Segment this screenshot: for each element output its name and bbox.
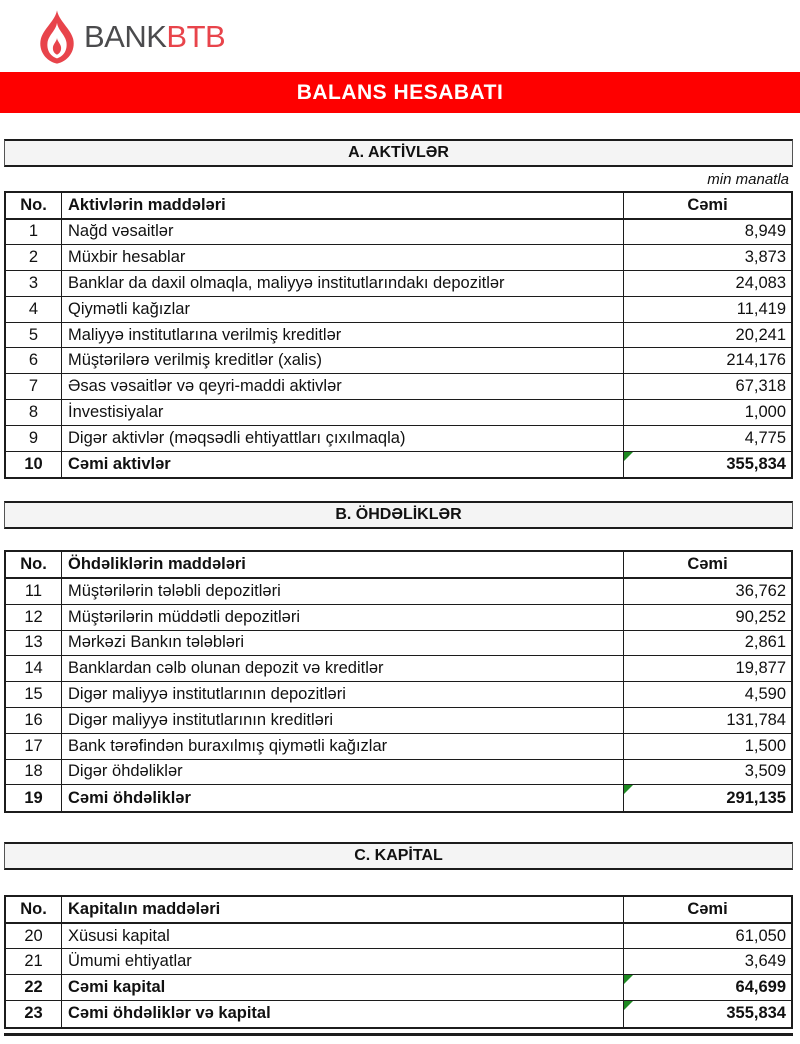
column-header-total: Cəmi <box>687 555 728 574</box>
row-value: 355,834 <box>624 452 791 478</box>
row-value: 355,834 <box>624 1001 791 1027</box>
column-header-no: No. <box>6 552 62 577</box>
column-header-item: Kapitalın maddələri <box>62 897 624 922</box>
row-value: 20,241 <box>735 325 786 344</box>
row-item-label: Digər maliyyə institutlarının depozitləri <box>62 682 624 707</box>
capital-rows <box>6 924 791 1027</box>
row-number: 22 <box>6 975 62 1000</box>
logo-bank-text: BANK <box>84 19 167 54</box>
column-header-total: Cəmi <box>687 899 728 918</box>
table-row <box>6 975 791 1001</box>
row-item-label: Bank tərəfindən buraxılmış qiymətli kağızlar <box>62 734 624 759</box>
table-row <box>6 271 791 297</box>
row-number: 8 <box>6 400 62 425</box>
section-title: A. AKTİVLƏR <box>348 144 449 161</box>
table-row <box>6 579 791 605</box>
table-row <box>6 400 791 426</box>
row-value: 36,762 <box>735 581 786 600</box>
row-item-label: Əsas vəsaitlər və qeyri-maddi aktivlər <box>62 374 624 399</box>
row-value: 11,419 <box>736 299 786 318</box>
table-row <box>6 452 791 478</box>
row-value: 2,861 <box>744 633 786 652</box>
table-row <box>6 605 791 631</box>
row-value: 90,252 <box>735 607 786 626</box>
row-number: 12 <box>6 605 62 630</box>
row-item-label: Qiymətli kağızlar <box>62 297 624 322</box>
row-number: 20 <box>6 924 62 949</box>
row-item-label: Digər maliyyə institutlarının kreditləri <box>62 708 624 733</box>
sheet-body <box>4 139 793 1036</box>
column-header-item: Aktivlərin maddələri <box>62 193 624 218</box>
row-value: 4,590 <box>744 685 786 704</box>
row-value: 1,500 <box>744 736 786 755</box>
table-header-row <box>6 552 791 579</box>
row-number: 5 <box>6 323 62 348</box>
row-value: 4,775 <box>744 428 786 447</box>
table-row <box>6 785 791 811</box>
row-item-label: Müştərilərin müddətli depozitləri <box>62 605 624 630</box>
table-row <box>6 426 791 452</box>
row-number: 17 <box>6 734 62 759</box>
table-header-row <box>6 193 791 220</box>
row-value: 67,318 <box>735 377 786 396</box>
row-number: 13 <box>6 631 62 656</box>
table-row <box>6 734 791 760</box>
row-item-label: Maliyyə institutlarına verilmiş kreditlər <box>62 323 624 348</box>
liabilities-rows <box>6 579 791 811</box>
flame-icon <box>38 9 76 65</box>
row-number: 4 <box>6 297 62 322</box>
row-value: 3,649 <box>744 952 786 971</box>
table-row <box>6 297 791 323</box>
report-title: BALANS HESABATI <box>296 80 504 104</box>
header <box>0 0 800 72</box>
row-number: 10 <box>6 452 62 478</box>
row-item-label: Digər aktivlər (məqsədli ehtiyattları çıxılmaqla) <box>62 426 624 451</box>
row-value: 8,949 <box>744 222 786 241</box>
row-value: 131,784 <box>726 710 786 729</box>
row-value: 64,699 <box>624 975 791 1000</box>
table-row <box>6 760 791 786</box>
row-number: 7 <box>6 374 62 399</box>
column-header-no: No. <box>6 193 62 218</box>
row-value: 3,509 <box>744 762 786 781</box>
row-item-label: Cəmi kapital <box>62 975 624 1000</box>
row-number: 9 <box>6 426 62 451</box>
table-row <box>6 631 791 657</box>
table-row <box>6 348 791 374</box>
row-value: 24,083 <box>735 273 786 292</box>
section-title: C. KAPİTAL <box>354 847 443 865</box>
row-number: 11 <box>6 579 62 604</box>
row-number: 21 <box>6 949 62 974</box>
table-row <box>6 1001 791 1027</box>
assets-rows <box>6 220 791 478</box>
row-number: 3 <box>6 271 62 296</box>
row-number: 6 <box>6 348 62 373</box>
row-item-label: Cəmi öhdəliklər <box>62 785 624 811</box>
row-item-label: Cəmi öhdəliklər və kapital <box>62 1001 624 1027</box>
assets-table <box>4 191 793 479</box>
table-row <box>6 323 791 349</box>
logo-btb-text: BTB <box>166 19 226 54</box>
row-item-label: Digər öhdəliklər <box>62 760 624 785</box>
row-number: 16 <box>6 708 62 733</box>
table-header-row <box>6 897 791 924</box>
row-number: 14 <box>6 656 62 681</box>
row-number: 19 <box>6 785 62 811</box>
row-value: 3,873 <box>744 248 786 267</box>
row-item-label: Banklar da daxil olmaqla, maliyyə institutlarındakı depozitlər <box>62 271 624 296</box>
grand-total-underline <box>4 1033 793 1036</box>
row-number: 18 <box>6 760 62 785</box>
row-item-label: Müştərilərə verilmiş kreditlər (xalis) <box>62 348 624 373</box>
liabilities-table <box>4 550 793 813</box>
row-item-label: İnvestisiyalar <box>62 400 624 425</box>
row-item-label: Cəmi aktivlər <box>62 452 624 478</box>
row-item-label: Banklardan cəlb olunan depozit və kreditlər <box>62 656 624 681</box>
column-header-total: Cəmi <box>687 195 728 214</box>
row-number: 1 <box>6 220 62 245</box>
column-header-no: No. <box>6 897 62 922</box>
row-item-label: Ümumi ehtiyatlar <box>62 949 624 974</box>
table-row <box>6 245 791 271</box>
table-row <box>6 220 791 246</box>
column-header-item: Öhdəliklərin maddələri <box>62 552 624 577</box>
section-header-ohdelikler <box>4 501 793 529</box>
table-row <box>6 949 791 975</box>
bank-btb-logo <box>38 9 225 65</box>
table-row <box>6 708 791 734</box>
row-item-label: Nağd vəsaitlər <box>62 220 624 245</box>
table-row <box>6 374 791 400</box>
row-item-label: Mərkəzi Bankın tələbləri <box>62 631 624 656</box>
table-row <box>6 682 791 708</box>
row-number: 23 <box>6 1001 62 1027</box>
table-row <box>6 656 791 682</box>
row-number: 15 <box>6 682 62 707</box>
capital-table <box>4 895 793 1029</box>
row-value: 61,050 <box>735 926 786 945</box>
units-note: min manatla <box>707 170 789 188</box>
table-row <box>6 924 791 950</box>
report-title-banner <box>0 72 800 113</box>
row-number: 2 <box>6 245 62 270</box>
section-header-aktivler <box>4 139 793 167</box>
row-value: 291,135 <box>624 785 791 811</box>
logo-wordmark <box>84 10 225 64</box>
row-item-label: Müştərilərin tələbli depozitləri <box>62 579 624 604</box>
row-item-label: Müxbir hesablar <box>62 245 624 270</box>
section-title: B. ÖHDƏLİKLƏR <box>335 506 462 524</box>
row-value: 214,176 <box>726 351 786 370</box>
row-value: 19,877 <box>735 659 786 678</box>
section-header-kapital <box>4 842 793 870</box>
row-value: 1,000 <box>744 402 786 421</box>
row-item-label: Xüsusi kapital <box>62 924 624 949</box>
